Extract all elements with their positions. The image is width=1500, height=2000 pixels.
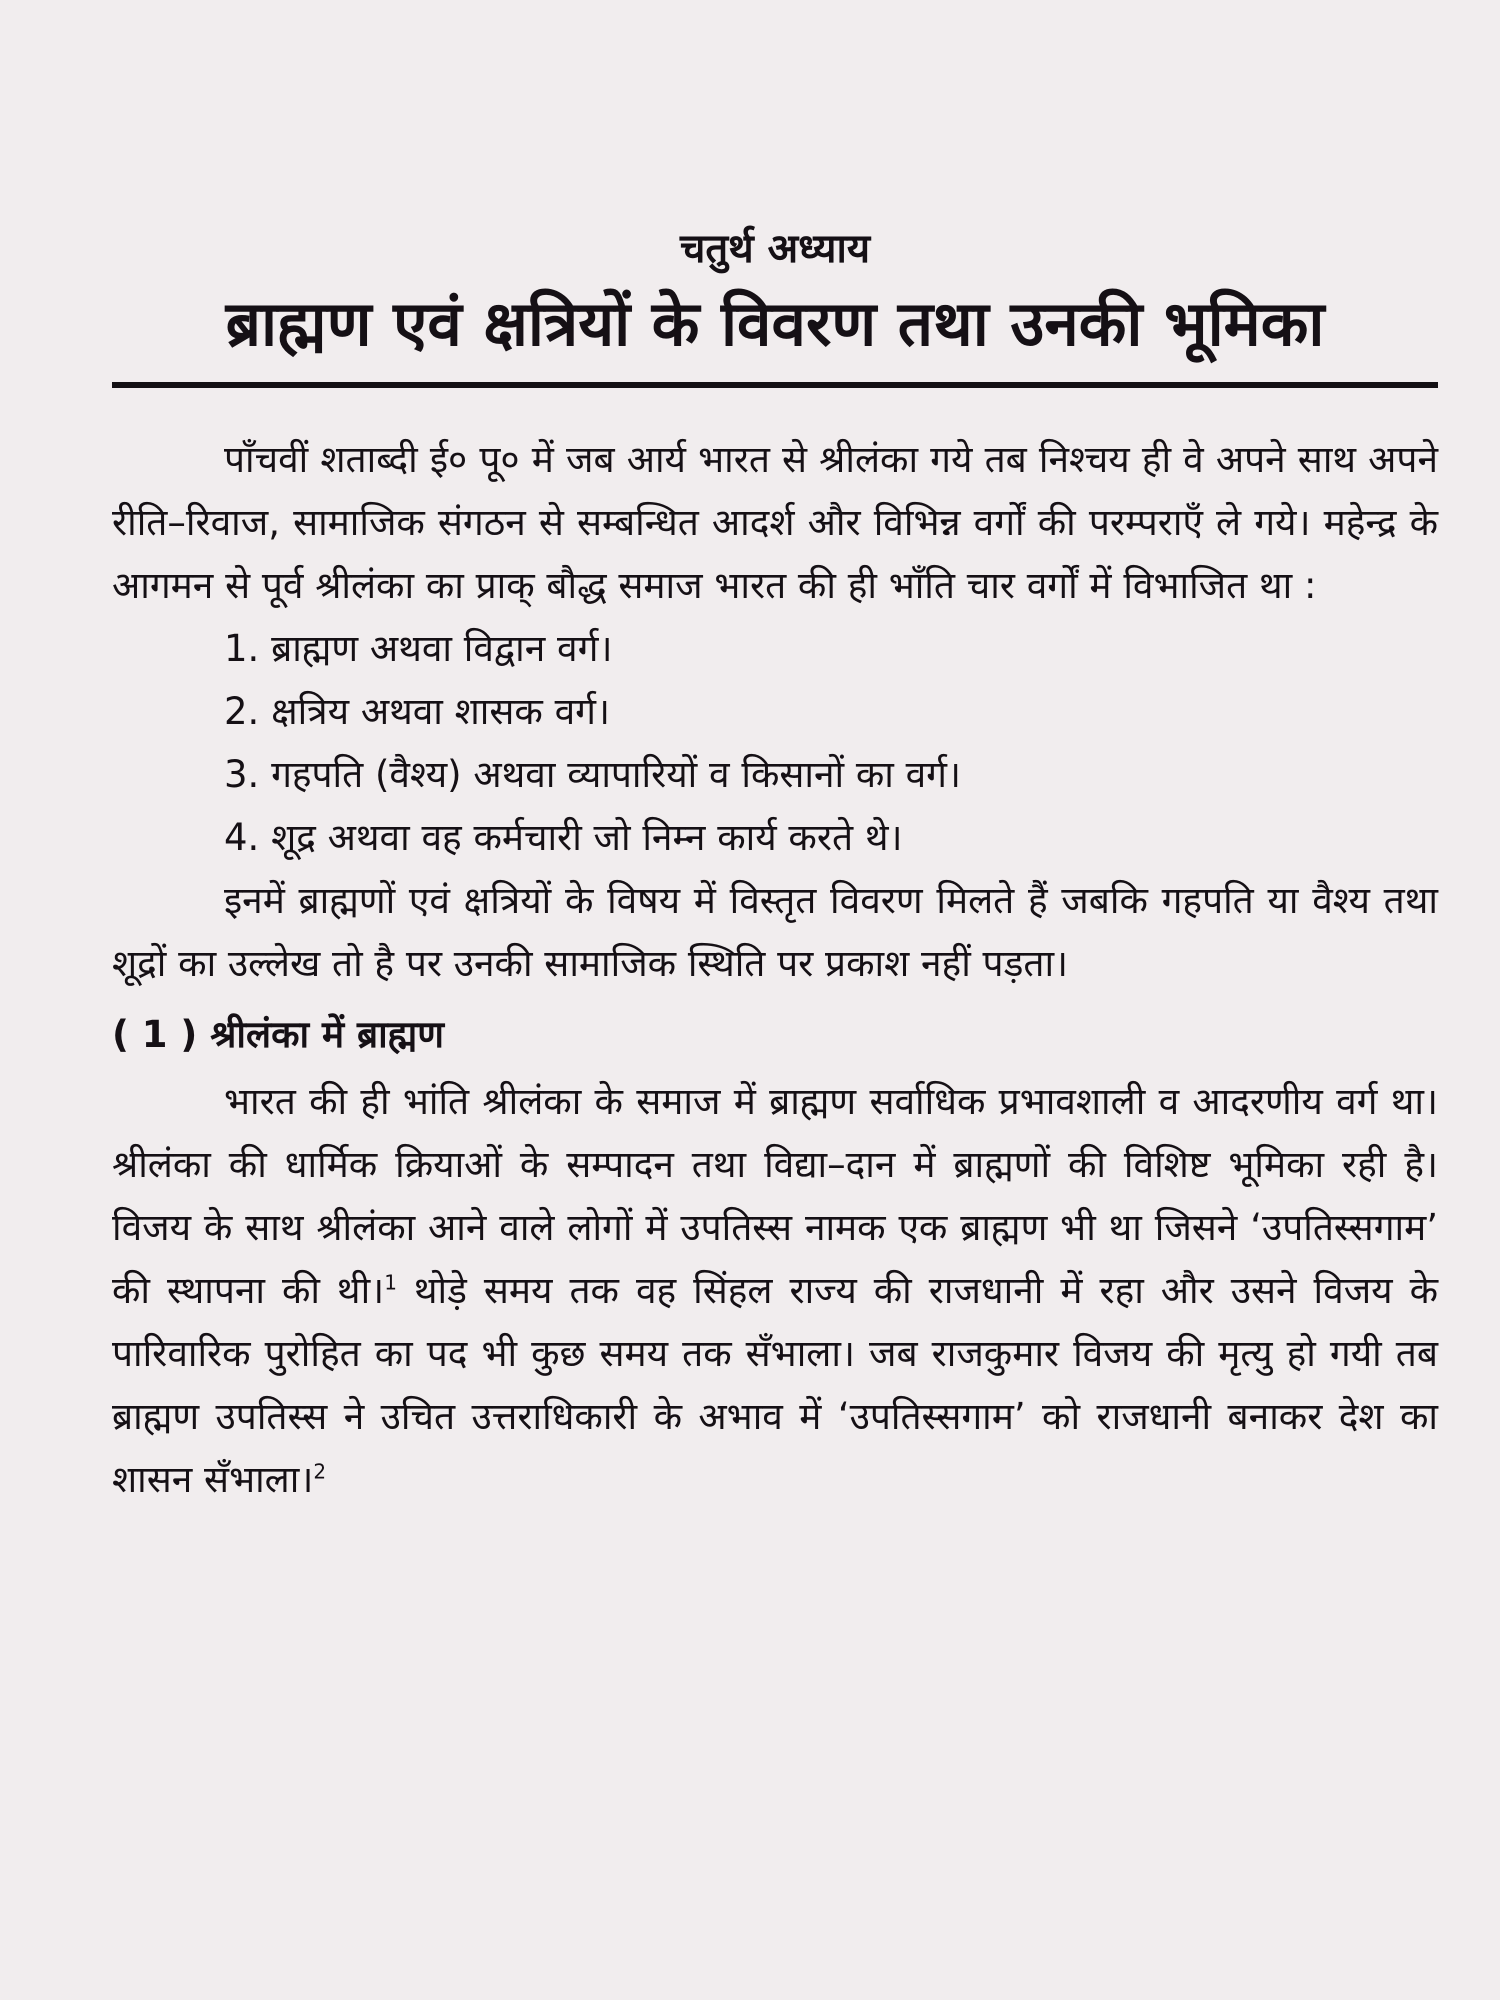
class-list [112, 617, 1438, 869]
list-item: 4. शूद्र अथवा वह कर्मचारी जो निम्न कार्य करते थे। [224, 816, 903, 859]
footnote-ref-1: 1 [384, 1270, 397, 1295]
section-heading: ( 1 ) श्रीलंका में ब्राह्मण [112, 1013, 445, 1056]
list-item: 1. ब्राह्मण अथवा विद्वान वर्ग। [224, 627, 613, 670]
footnote-ref-2: 2 [313, 1459, 327, 1484]
chapter-title: ब्राह्मण एवं क्षत्रियों के विवरण तथा उनकी भूमिका [225, 287, 1325, 360]
list-item: 2. क्षत्रिय अथवा शासक वर्ग। [224, 690, 611, 733]
chapter-label: चतुर्थ अध्याय [679, 226, 871, 272]
section-paragraph-text-1: भारत की ही भांति श्रीलंका के समाज में ब्राह्मण सर्वाधिक प्रभावशाली व आदरणीय वर्ग था। श्रीलंका की धार्मिक क्रियाओं के सम्पादन तथा विद्या–दान में ब्राह्मणों की विशिष्ट भूमिका रही है। विजय के साथ श्रीलंका आने वाले लोगों में उपतिस्स नामक एक ब्राह्मण भी था जिसने ‘उपतिस्सगाम’ की स्थापना की थी। [112, 1080, 1438, 1312]
list-item: 3. गहपति (वैश्य) अथवा व्यापारियों व किसानों का वर्ग। [224, 753, 962, 796]
second-paragraph: इनमें ब्राह्मणों एवं क्षत्रियों के विषय में विस्तृत विवरण मिलते हैं जबकि गहपति या वैश्य तथा शूद्रों का उल्लेख तो है पर उनकी सामाजिक स्थिति पर प्रकाश नहीं पड़ता। [112, 879, 1438, 985]
section-paragraph-text-2: थोड़े समय तक वह सिंहल राज्य की राजधानी में रहा और उसने विजय के पारिवारिक पुरोहित का पद भी कुछ समय तक सँभाला। जब राजकुमार विजय की मृत्यु हो गयी तब ब्राह्मण उपतिस्स ने उचित उत्तराधिकारी के अभाव में ‘उपतिस्सगाम’ को राजधानी बनाकर देश का शासन सँभाला। [112, 1269, 1438, 1501]
title-divider [112, 382, 1438, 388]
intro-paragraph: पाँचवीं शताब्दी ई० पू० में जब आर्य भारत से श्रीलंका गये तब निश्चय ही वे अपने साथ अपने रीति–रिवाज, सामाजिक संगठन से सम्बन्धित आदर्श और विभिन्न वर्गों की परम्पराएँ ले गये। महेन्द्र के आगमन से पूर्व श्रीलंका का प्राक् बौद्ध समाज भारत की ही भाँति चार वर्गों में विभाजित था : [112, 438, 1438, 607]
section-paragraph [112, 1070, 1438, 1511]
